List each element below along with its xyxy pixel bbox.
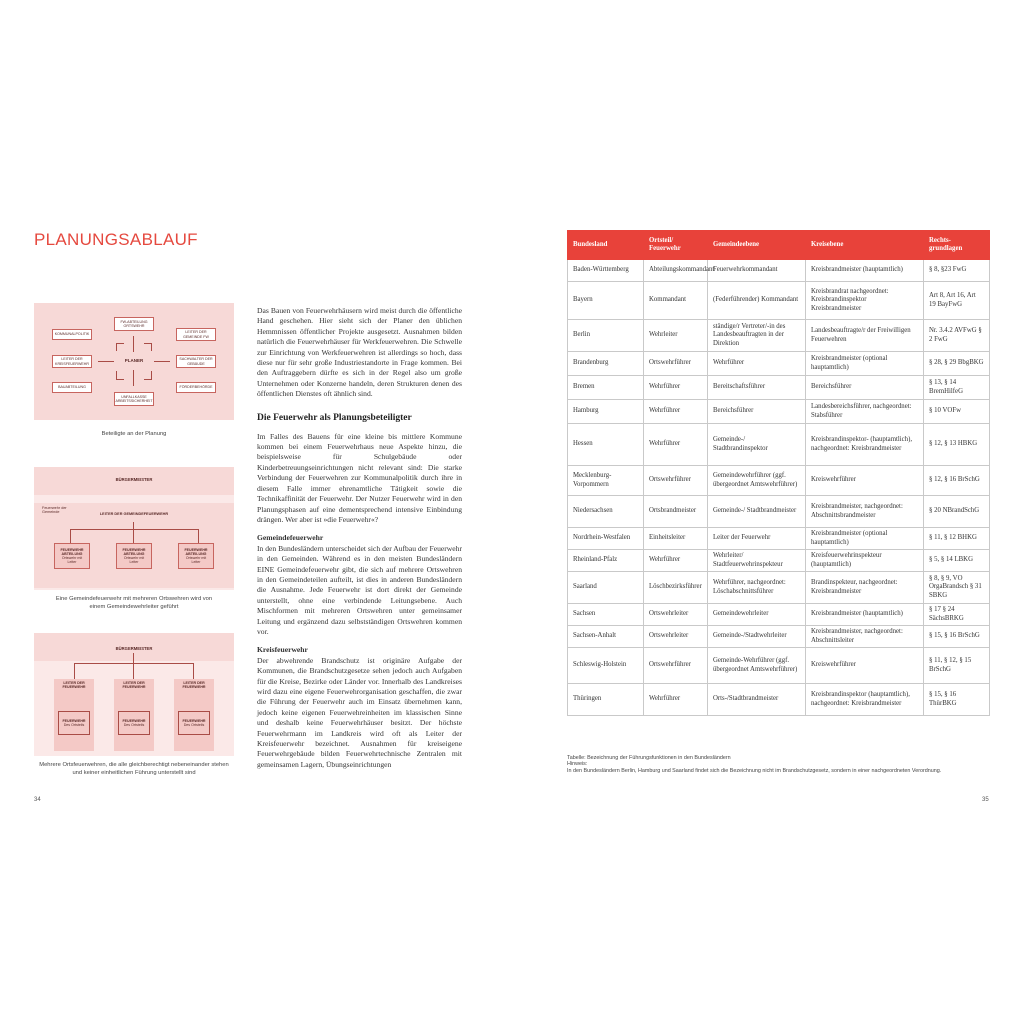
table-cell: Wehrleiter/ Stadtfeuerwehrinspekteur	[708, 550, 806, 572]
table-cell: Orts-/Stadtbrandmeister	[708, 684, 806, 716]
column-header: Gemeindeebene	[708, 231, 806, 260]
table-cell: Gemeinde-/ Stadtbrandmeister	[708, 496, 806, 528]
table-cell: Ortswehrleiter	[644, 604, 708, 626]
table-cell: Wehrführer	[644, 424, 708, 466]
table-cell: Gemeindewehrführer (ggf. übergeordnet Amtswehrführer)	[708, 466, 806, 496]
table-cell: (Federführender) Kommandant	[708, 282, 806, 320]
column-header: Bundesland	[568, 231, 644, 260]
table-cell: Leiter der Feuerwehr	[708, 528, 806, 550]
table-row	[568, 260, 990, 282]
table-cell: Mecklenburg-Vorpommern	[568, 466, 644, 496]
column-header: Ortsteil/ Feuerwehr	[644, 231, 708, 260]
table-row	[568, 376, 990, 400]
table-row	[568, 648, 990, 684]
diagram-caption: Eine Gemeindefeuerwehr mit mehreren Ortswehren wird von einem Gemeindewehrleiter geführt	[55, 596, 213, 610]
diagram-box: SACHWALTER DER GEBÄUDE	[176, 355, 216, 368]
table-cell: Ortswehrführer	[644, 648, 708, 684]
leader-label: LEITER DER FEUERWEHR	[122, 681, 146, 690]
mayor-label: BÜRGERMEISTER	[115, 646, 153, 651]
table-cell: Thüringen	[568, 684, 644, 716]
table-cell: Bayern	[568, 282, 644, 320]
table-row	[568, 626, 990, 648]
table-cell: Rheinland-Pfalz	[568, 550, 644, 572]
table-cell: Nr. 3.4.2 AVFwG § 2 FwG	[924, 320, 990, 352]
diagram-box: FÖRDERBEHÖRDE	[176, 382, 216, 393]
column-header: Kreisebene	[806, 231, 924, 260]
table-cell: § 15, § 16 ThürBKG	[924, 684, 990, 716]
subheading: Kreisfeuerwehr	[257, 645, 308, 655]
table-cell: Kreisbrandmeister (hauptamtlich)	[806, 260, 924, 282]
table-cell: § 5, § 14 LBKG	[924, 550, 990, 572]
table-cell: Kreisbrandmeister (optional hauptamtlich)	[806, 352, 924, 376]
table-cell: Gemeinde-Wehrführer (ggf. übergeordnet Amtswehrführer)	[708, 648, 806, 684]
table-row	[568, 604, 990, 626]
table-cell: § 10 VOFw	[924, 400, 990, 424]
page-number-left: 34	[34, 797, 41, 803]
intro-paragraph: Das Bauen von Feuerwehrhäusern wird meist durch die öffentliche Hand geschehen. Hier sieht sich der Planer den üblichen Hemmnissen öffentlicher Projekte ausgesetzt. Ausnahmen bilden natürlich die Feuerwehrhäuser für Werkfeuerwehren. Die Schwelle zur Einrichtung von Werkfeuerwehren ist allerdings so hoch, dass diese nur für sehr große Industriestandorte in Frage kommen. Bei den Auftraggebern dürfte es sich in der Regel also um große Unternehmen oder Konzerne handeln, deren Strukturen denen des öffentlichen Dienstes oft ähnlich sind.	[257, 306, 462, 399]
table-cell: § 12, § 16 BrSchG	[924, 466, 990, 496]
table-row	[568, 282, 990, 320]
table-cell: Ortsbrandmeister	[644, 496, 708, 528]
table-cell: Bereitschaftsführer	[708, 376, 806, 400]
table-cell: Wehrführer	[644, 550, 708, 572]
table-cell: Gemeinde-/Stadtwehrleiter	[708, 626, 806, 648]
table-cell: Kreisbrandmeister (optional hauptamtlich)	[806, 528, 924, 550]
table-cell: Feuerwehrkommandant	[708, 260, 806, 282]
mayor-label: BÜRGERMEISTER	[115, 477, 153, 482]
unit-box: FEUERWEHR Des Ortsteils	[58, 711, 90, 735]
table-row	[568, 320, 990, 352]
unit-box: FEUERWEHR Des Ortsteils	[118, 711, 150, 735]
leadership-functions-table	[567, 230, 990, 716]
table-cell: Saarland	[568, 572, 644, 604]
paragraph: Der abwehrende Brandschutz ist originäre Aufgabe der Kommunen, die Brandschutzgesetze sehen jedoch auch Aufgaben für die Kreise, Bezirke oder Länder vor. Innerhalb des Landkreises wird dazu eine eigene Feuerwehrorganisation geschaffen, die zwar die Führung der Feuerwehr auch im Einsatz übernehmen kann, jedoch keine eigenen Feuerwehreinheiten im klassischen Sinne und deshalb keine Feuerwehrhäuser besitzt. Der höchste Feuerwehrmann im Landkreis wird oft als Leiter der Kreisfeuerwehr bezeichnet. Ausnahmen für kreiseigene Feuerwehrgebäude bilden Feuerwehrtechnische Zentralen mit gemeinsamen Lagern, Übungseinrichtungen	[257, 655, 462, 769]
table-cell: Einheitsleiter	[644, 528, 708, 550]
municipal-leader-label: LEITER DER GEMEINDEFEUERWEHR	[99, 512, 169, 516]
table-row	[568, 352, 990, 376]
table-hint-label: Hinweis:	[567, 761, 588, 767]
table-cell: Wehrführer, nachgeordnet: Löschabschnittsführer	[708, 572, 806, 604]
table-cell: Schleswig-Holstein	[568, 648, 644, 684]
unit-box: FEUERWEHR ABTEILUNG Ortswehr mit Leiter	[178, 543, 214, 569]
table-cell: ständige/r Vertreter/-in des Landesbeauftragten in der Direktion	[708, 320, 806, 352]
leader-label: LEITER DER FEUERWEHR	[62, 681, 86, 690]
table-cell: Wehrführer	[644, 684, 708, 716]
table-cell: Sachsen	[568, 604, 644, 626]
table-row	[568, 572, 990, 604]
table-cell: Bremen	[568, 376, 644, 400]
page-number-right: 35	[982, 797, 989, 803]
body-text-column	[257, 306, 462, 770]
municipal-fire-dept-diagram	[34, 467, 234, 590]
table-cell: Kreiswehrführer	[806, 648, 924, 684]
table-cell: Art 8, Art 16, Art 19 BayFwG	[924, 282, 990, 320]
table-cell: Wehrleiter	[644, 320, 708, 352]
diagram-caption: Beteiligte an der Planung	[101, 431, 167, 437]
table-row	[568, 550, 990, 572]
table-cell: Kreisbrandmeister (hauptamtlich)	[806, 604, 924, 626]
table-cell: Landesbeauftragte/r der Freiwilligen Feuerwehren	[806, 320, 924, 352]
table-cell: Wehrführer	[644, 400, 708, 424]
table-cell: Brandenburg	[568, 352, 644, 376]
local-fire-depts-diagram	[34, 633, 234, 756]
table-header-row	[568, 231, 990, 260]
table-cell: Wehrführer	[708, 352, 806, 376]
table-cell: Kommandant	[644, 282, 708, 320]
table-row	[568, 466, 990, 496]
paragraph: In den Bundesländern unterscheidet sich der Aufbau der Feuerwehr in den Gemeinden. Während es in den meisten Bundesländern EINE Gemeindefeuerwehr gibt, die sich auf mehrere Ortswehren in den Gemeindeteilen aufteilt, ist dies in anderen Bundesländern die Ausnahme. Jede Feuerwehr ist dort direkt der Gemeinde unterstellt, ohne eine verbindende Leitungsebene. Auch Mischformen mit mehreren Ortswehren unter gemeinsamer Leitung und ergänzend dazu selbstständigen Ortswehren kommen vor.	[257, 543, 462, 636]
table-row	[568, 424, 990, 466]
subheading: Gemeindefeuerwehr	[257, 533, 324, 543]
diagram-box: FW-ABTEILUNG ORTSWEHR	[114, 317, 154, 331]
unit-box: FEUERWEHR ABTEILUNG Ortswehr mit Leiter	[116, 543, 152, 569]
table-hint: In den Bundesländern Berlin, Hamburg und Saarland findet sich die Bezeichnung nicht im Brandschutzgesetz, sondern in einer nachgeordneten Verordnung.	[567, 768, 942, 774]
unit-box: FEUERWEHR ABTEILUNG Ortswehr mit Leiter	[54, 543, 90, 569]
table-cell: § 8, § 9, VO OrgaBrandsch § 31 SBKG	[924, 572, 990, 604]
diagram-box: LEITER DER KREISFEUERWEHR	[52, 355, 92, 368]
diagram-box: BAUABTEILUNG	[52, 382, 92, 393]
table-cell: § 28, § 29 BbgBKG	[924, 352, 990, 376]
section-heading: Die Feuerwehr als Planungsbeteiligter	[257, 412, 412, 423]
table-cell: Gemeinde-/ Stadtbrandinspektor	[708, 424, 806, 466]
table-cell: Brandinspekteur, nachgeordnet: Kreisbrandmeister	[806, 572, 924, 604]
table-caption: Tabelle: Bezeichnung der Führungsfunktionen in den Bundesländern	[567, 755, 731, 761]
planning-participants-diagram	[34, 303, 234, 420]
table-cell: Kreisfeuerwehrinspekteur (hauptamtlich)	[806, 550, 924, 572]
table-row	[568, 496, 990, 528]
table-cell: Hessen	[568, 424, 644, 466]
table-cell: Kreisbrandinspektor (hauptamtlich), nachgeordnet: Kreisbrandmeister	[806, 684, 924, 716]
leader-label: LEITER DER FEUERWEHR	[182, 681, 206, 690]
table-cell: Abteilungskommandant	[644, 260, 708, 282]
diagram-box: KOMMUNALPOLITIK	[52, 329, 92, 340]
table-cell: Hamburg	[568, 400, 644, 424]
table-cell: § 11, § 12 BHKG	[924, 528, 990, 550]
table-cell: Ortswehrführer	[644, 352, 708, 376]
municipality-label: Feuerwehr der Gemeinde	[42, 506, 67, 515]
table-cell: Baden-Württemberg	[568, 260, 644, 282]
paragraph: Im Falles des Bauens für eine kleine bis mittlere Kommune kommen bei einem Feuerwehrhaus neue Aspekte hinzu, die beispielsweise für Schulgebäude oder Kinderbetreuungseinrichtungen nicht relevant sind: Die starke Verbindung der Feuerwehren zur Kommunalpolitik durch ihre in diesem Falle immer ehrenamtliche Tätigkeit sowie die Technikaffinität der Feuerwehr. Der Nutzer Feuerwehr wird in den Planungsphasen auf eine dementsprechend intensive Einbindung drängen. Wer aber ist »die Feuerwehr«?	[257, 431, 462, 524]
unit-box: FEUERWEHR Des Ortsteils	[178, 711, 210, 735]
table-cell: Niedersachsen	[568, 496, 644, 528]
table-cell: § 17 § 24 SächsBRKG	[924, 604, 990, 626]
table-cell: Kreisbrandmeister, nachgeordnet: Abschnittsbrandmeister	[806, 496, 924, 528]
table-cell: § 20 NBrandSchG	[924, 496, 990, 528]
table-cell: § 11, § 12, § 15 BrSchG	[924, 648, 990, 684]
table-cell: Bereichsführer	[708, 400, 806, 424]
table-row	[568, 684, 990, 716]
table-cell: Kreisbrandrat nachgeordnet: Kreisbrandinspektor Kreisbrandmeister	[806, 282, 924, 320]
table-cell: Kreiswehrführer	[806, 466, 924, 496]
table-cell: Kreisbrandmeister, nachgeordnet: Abschnittsleiter	[806, 626, 924, 648]
planer-label: PLANER	[124, 358, 144, 363]
table-cell: Ortswehrführer	[644, 466, 708, 496]
table-cell: Landesbereichsführer, nachgeordnet: Stabsführer	[806, 400, 924, 424]
table-cell: § 12, § 13 HBKG	[924, 424, 990, 466]
table-cell: Löschbezirksführer	[644, 572, 708, 604]
table-cell: Gemeindewehrleiter	[708, 604, 806, 626]
table-cell: § 15, § 16 BrSchG	[924, 626, 990, 648]
diagram-box: LEITER DER GEMEINDE FW	[176, 328, 216, 341]
table-cell: § 8, §23 FwG	[924, 260, 990, 282]
table-cell: Sachsen-Anhalt	[568, 626, 644, 648]
table-cell: § 13, § 14 BremHilfeG	[924, 376, 990, 400]
table-cell: Bereichsführer	[806, 376, 924, 400]
table-cell: Ortswehrleiter	[644, 626, 708, 648]
table-cell: Kreisbrandinspektor- (hauptamtlich), nachgeordnet: Kreisbrandmeister	[806, 424, 924, 466]
diagram-box: UNFALLKASSE ARBEITSSICHERHEIT	[114, 392, 154, 406]
table-cell: Nordrhein-Westfalen	[568, 528, 644, 550]
table-cell: Wehrführer	[644, 376, 708, 400]
diagram-caption: Mehrere Ortsfeuerwehren, die alle gleichberechtigt nebeneinander stehen und keiner einheitlichen Führung unterstellt sind	[39, 762, 229, 776]
column-header: Rechts- grundlagen	[924, 231, 990, 260]
table-row	[568, 400, 990, 424]
table-cell: Berlin	[568, 320, 644, 352]
page-heading: PLANUNGSABLAUF	[34, 230, 198, 249]
table-row	[568, 528, 990, 550]
